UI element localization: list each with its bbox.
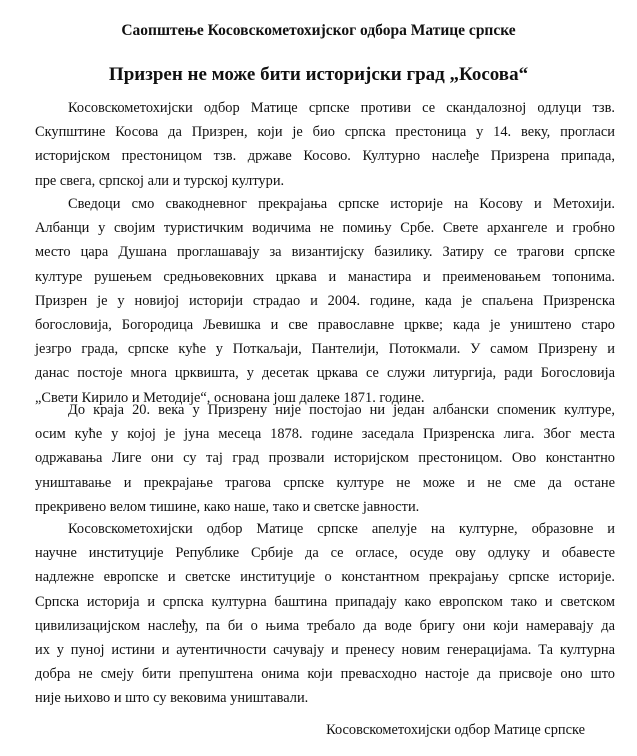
paragraph-line: није њихово и што су вековима уништавали.: [35, 690, 309, 707]
signature: Косовскометохијски одбор Матице српске: [326, 722, 585, 738]
paragraph-line: културе рушењем средњовековних цркава и манастира и преименовањем топонима.: [35, 268, 615, 285]
paragraph-line: историјском престоницом тзв. државе Косово. Културно наслеђе Призрена припада,: [35, 148, 615, 165]
paragraph-line: надлежне европске и светске институције о константном прекрајању српске историје.: [35, 569, 615, 586]
paragraph-line: данас постоје многа црквишта, у десетак цркава се служи литургија, ради Богословија: [35, 365, 615, 382]
paragraph-line: их у пуној истини и аутентичности сачувају и пренесу новим генерацијама. Та културна: [35, 642, 615, 659]
paragraph-line: одржавања Лиге они су тај град прозвали историјском престоницом. Ово константно: [35, 450, 615, 467]
paragraph-line: цивилизацијском наслеђу, па би о њима требало да воде бригу они који намеравају да: [35, 617, 615, 634]
paragraph-line: Сведоци смо свакодневног прекрајања српске историје на Косову и Метохији.: [68, 196, 615, 212]
paragraph-line: Косовскометохијски одбор Матице српске противи се скандалозној одлуци тзв.: [68, 100, 615, 116]
paragraph-line: богословија, Богородица Љевишка и све православне цркве; када је уништено старо: [35, 317, 615, 334]
paragraph-line: Призрен је у новијој историји страдао и 2004. године, када је спаљена Призренска: [35, 292, 615, 309]
paragraph-1: [35, 96, 615, 193]
paragraph-line: осим куће у којој је јуна месеца 1878. године заседала Призренска лига. Због места: [35, 426, 615, 443]
paragraph-line: научне институције Републике Србије да се огласе, осуде ову одлуку и обавесте: [35, 545, 615, 562]
document-title: Призрен не може бити историјски град „Косова“: [108, 64, 529, 85]
document-header: Саопштење Косовскометохијског одбора Матице српске: [121, 22, 516, 39]
paragraph-line: место цара Душана проглашавају за византијску базилику. Затиру се трагови српске: [35, 244, 615, 261]
paragraph-line: Албанци у својим туристичким водичима не помињу Србе. Свете архангеле и гробно: [35, 220, 615, 237]
paragraph-line: „Свети Кирило и Методије“, основана још далеке 1871. године.: [35, 389, 425, 406]
paragraph-line: добра не смеју бити препуштена онима који превасходно настоје да присвоје оно што: [35, 666, 615, 683]
paragraph-3: [35, 398, 615, 519]
paragraph-4: [35, 517, 615, 711]
paragraph-line: језгро града, српске куће у Поткаљаји, Пантелији, Потокмали. У самом Призрену и: [35, 341, 615, 358]
paragraph-line: До краја 20. века у Призрену није постојао ни један албански споменик културе,: [68, 402, 615, 418]
paragraph-line: Косовскометохијски одбор Матице српске апелује на културне, образовне и: [68, 521, 615, 537]
paragraph-line: прекривено велом тишине, како наше, тако и светске јавности.: [35, 498, 420, 515]
paragraph-line: пре свега, српској али и турској култури.: [35, 172, 285, 189]
paragraph-2: [35, 192, 615, 410]
paragraph-line: уништавање и прекрајање трагова српске културе не може и не сме да остане: [35, 474, 615, 491]
paragraph-line: Српска историја и српска културна баштина припадају како европском тако и светском: [35, 593, 615, 610]
paragraph-line: Скупштине Косова да Призрен, који је био српска престоница у 14. веку, прогласи: [35, 124, 615, 141]
